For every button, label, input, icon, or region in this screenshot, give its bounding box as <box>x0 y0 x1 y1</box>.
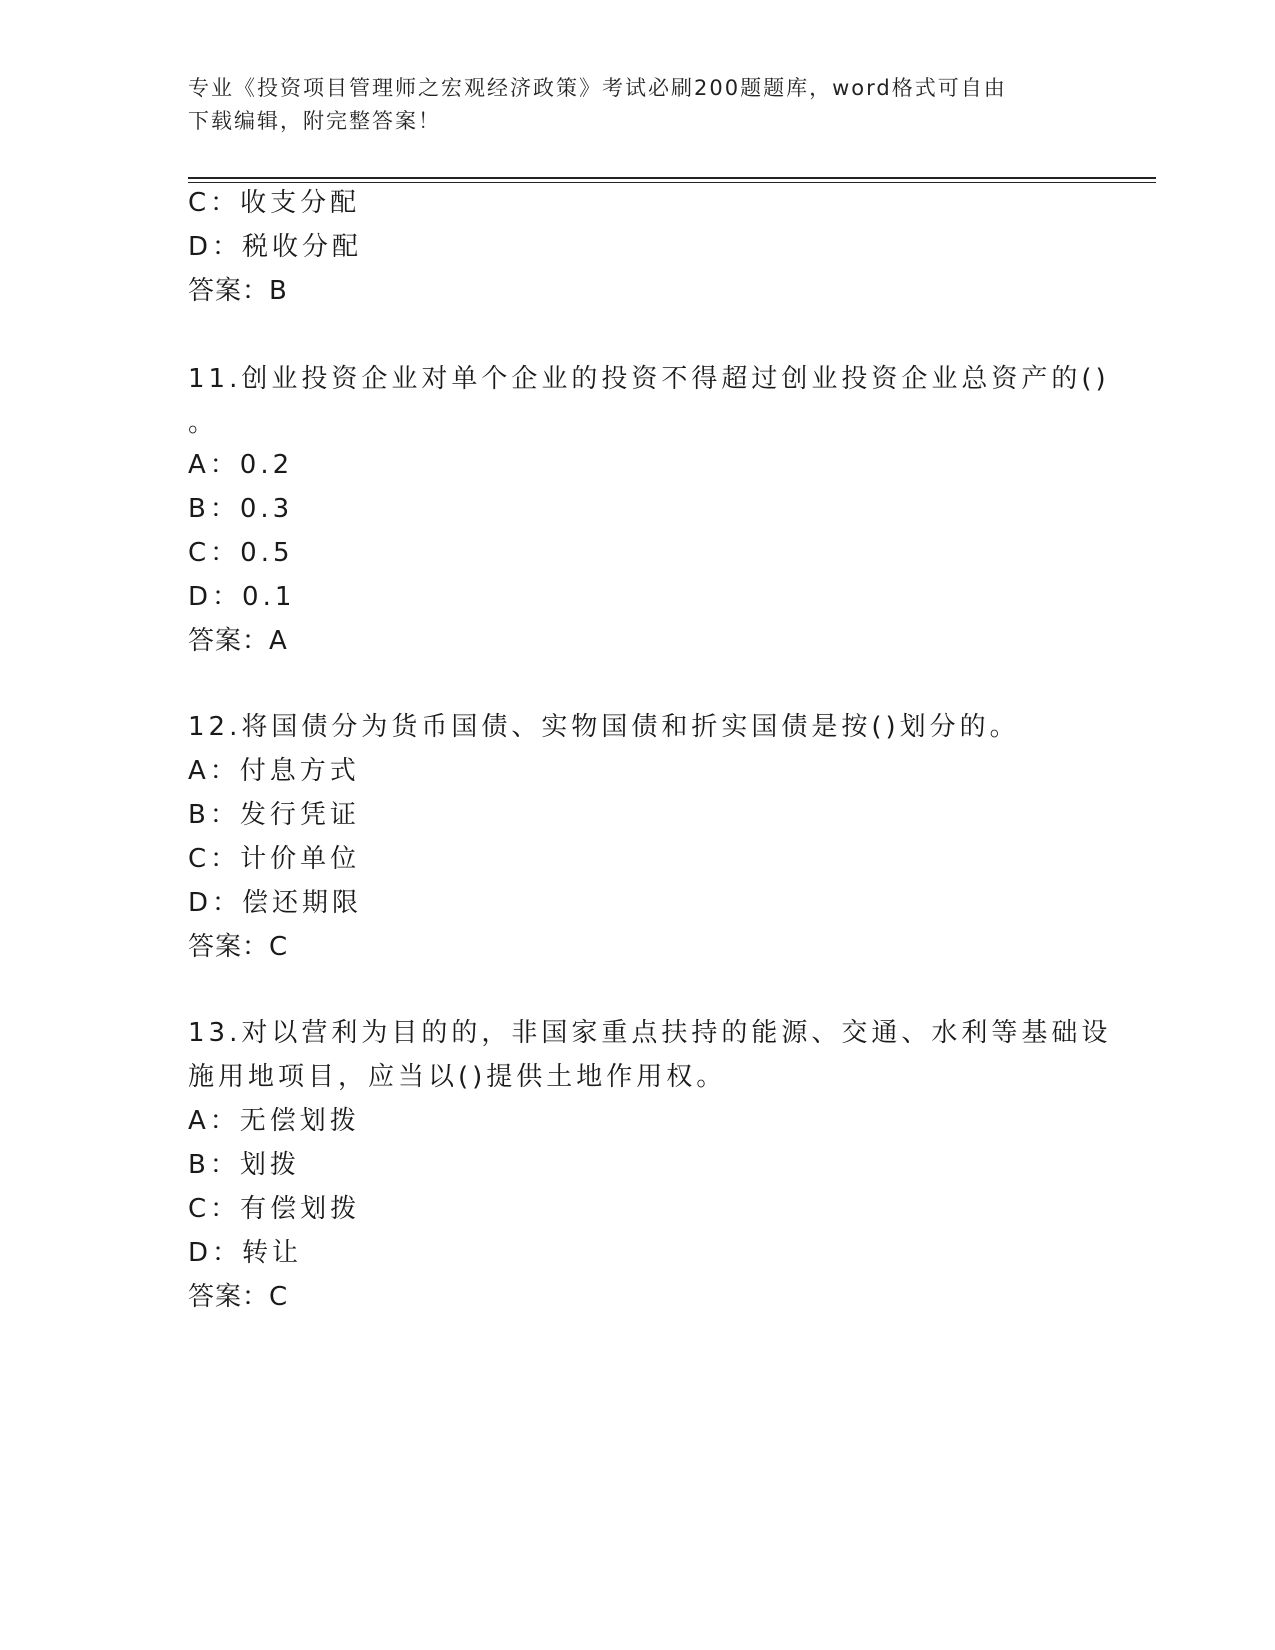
header-rule-thin <box>188 182 1156 183</box>
q13-option-d: D：转让 <box>188 1238 303 1268</box>
q13-option-a: A：无偿划拨 <box>188 1106 360 1136</box>
q10-option-c: C：收支分配 <box>188 188 361 218</box>
q11-stem-line-1: 11.创业投资企业对单个企业的投资不得超过创业投资企业总资产的() <box>188 364 1110 394</box>
q10-answer: 答案：B <box>188 276 288 306</box>
header-rule-thick <box>188 177 1156 179</box>
q11-option-b: B：0.3 <box>188 494 294 524</box>
q12-stem-line-1: 12.将国债分为货币国债、实物国债和折实国债是按()划分的。 <box>188 712 1020 742</box>
q13-answer: 答案：C <box>188 1282 289 1312</box>
q13-option-c: C：有偿划拨 <box>188 1194 361 1224</box>
q13-stem-line-1: 13.对以营利为目的的，非国家重点扶持的能源、交通、水利等基础设 <box>188 1018 1112 1048</box>
q12-option-d: D：偿还期限 <box>188 888 363 918</box>
q12-option-a: A：付息方式 <box>188 756 360 786</box>
header-line-2: 下载编辑，附完整答案！ <box>188 109 441 133</box>
q10-option-d: D：税收分配 <box>188 232 363 262</box>
q12-option-c: C：计价单位 <box>188 844 361 874</box>
header-line-1: 专业《投资项目管理师之宏观经济政策》考试必刷200题题库，word格式可自由 <box>188 76 1007 100</box>
q13-option-b: B：划拨 <box>188 1150 300 1180</box>
q11-option-d: D：0.1 <box>188 582 296 612</box>
q11-answer: 答案：A <box>188 626 288 656</box>
q11-option-a: A：0.2 <box>188 450 294 480</box>
q13-stem-line-2: 施用地项目，应当以()提供土地作用权。 <box>188 1062 727 1092</box>
q11-stem-line-2: 。 <box>188 408 219 438</box>
q12-option-b: B：发行凭证 <box>188 800 360 830</box>
q11-option-c: C：0.5 <box>188 538 294 568</box>
q12-answer: 答案：C <box>188 932 289 962</box>
page-header <box>188 72 1068 138</box>
